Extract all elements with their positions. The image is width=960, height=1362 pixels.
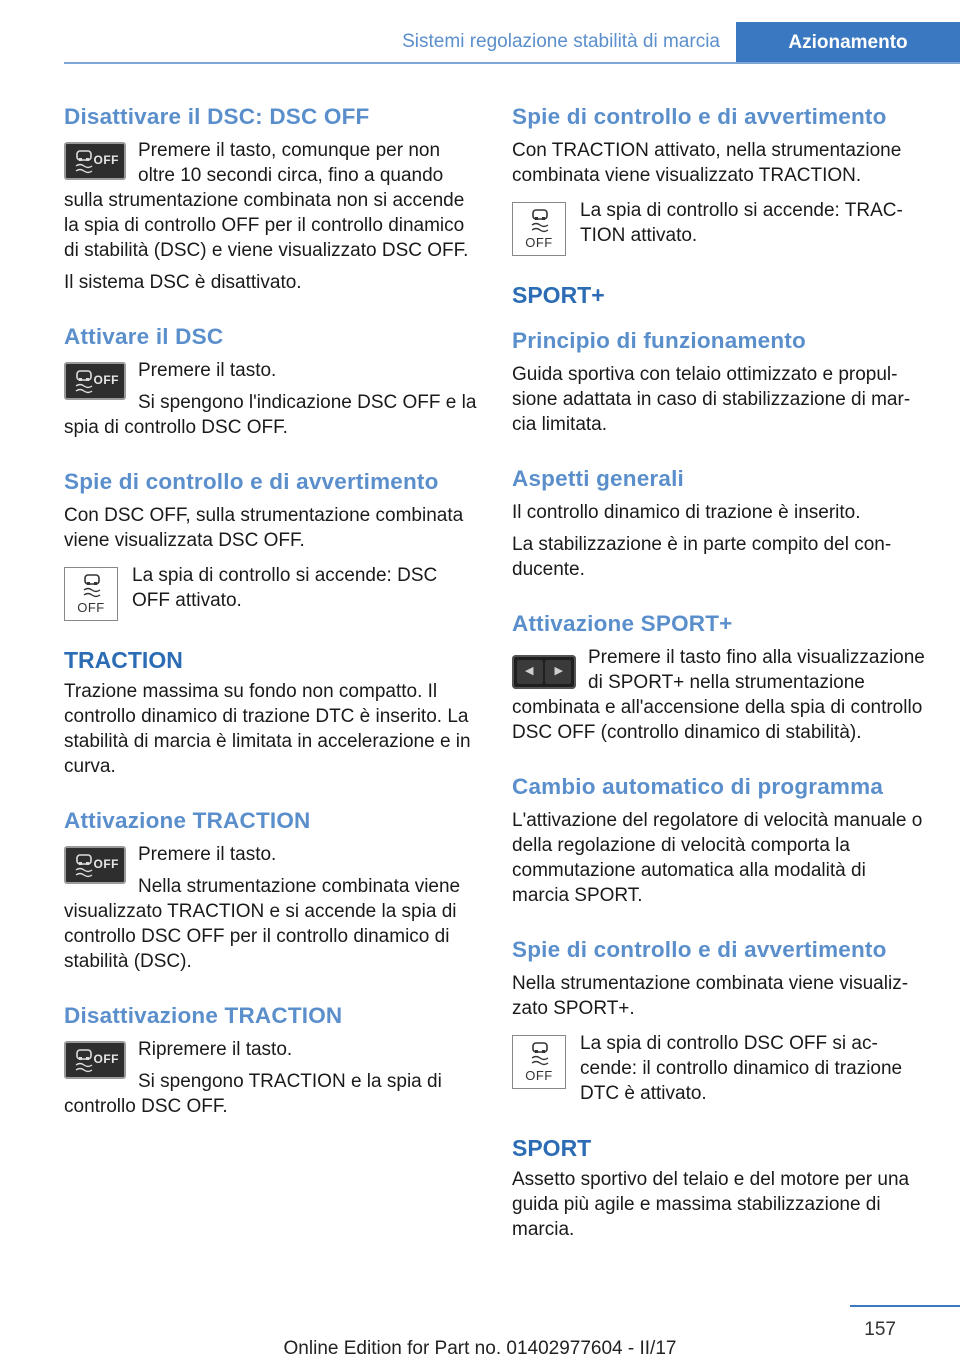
text-enable-sport-plus: Premere il tasto fino alla visualizzazione di SPORT+ nella strumentazione combinata e all'accensione della spia di controllo DSC OFF (controllo dinamico di stabilità). (512, 647, 925, 743)
text-traction-off: Si spengono TRACTION e la spia di controllo DSC OFF. (64, 1071, 442, 1117)
dsc-off-button-icon: OFF (64, 846, 126, 884)
text-traction-active-display: Con TRACTION attivato, nella strumentazione combinata viene visualizzato TRACTION. (512, 140, 902, 186)
text-press-button: Premere il tasto. (138, 844, 277, 865)
text-indicator-off: Si spengono l'indicazione DSC OFF e la spia di controllo DSC OFF. (64, 392, 477, 438)
heading-disable-dsc: Disattivare il DSC: DSC OFF (64, 104, 370, 129)
header-rule (64, 62, 960, 64)
dsc-off-button-icon: OFF (64, 142, 126, 180)
right-column (512, 102, 928, 1249)
running-header-section: Sistemi regolazione stabilità di marcia (402, 31, 720, 52)
drive-mode-rocker-icon: ◀ ▶ (512, 655, 576, 689)
heading-disable-traction: Disattivazione TRACTION (64, 1003, 343, 1028)
text-disable-dsc: Premere il tasto, comunque per non oltre 10 secondi circa, fino a quando sulla strumentazione combinata non si accende la spia di controllo OFF per il controllo dinamico di stabilità (DSC) e viene visualizzato DSC OFF. (64, 140, 469, 261)
heading-enable-traction: Attivazione TRACTION (64, 808, 311, 833)
text-sport: Assetto sportivo del telaio e del motore per una guida più agile e massima stabilizzazione di marcia. (512, 1169, 910, 1240)
text-lamp-dtc: La spia di controllo DSC OFF si accende: il controllo dinamico di trazione DTC è attivato. (580, 1033, 903, 1104)
text-traction-displayed: Nella strumentazione combinata viene visualizzato TRACTION e si accende la spia di controllo DSC OFF per il controllo dinamico di stabilità (DSC). (64, 876, 461, 972)
page-number-rule (850, 1305, 960, 1307)
heading-sport: SPORT (512, 1135, 592, 1161)
running-header-tab: Azionamento (736, 22, 960, 64)
dsc-off-lamp-icon: OFF (512, 202, 566, 256)
text-lamp-dsc-off: La spia di controllo si accende: DSC OFF attivato. (132, 565, 438, 611)
text-dsc-off-display: Con DSC OFF, sulla strumentazione combinata viene visualizzata DSC OFF. (64, 505, 464, 551)
text-press-again: Ripremere il tasto. (138, 1039, 293, 1060)
edition-footer: Online Edition for Part no. 01402977604 - II/17 (283, 1338, 677, 1359)
heading-warning-lamps-traction: Spie di controllo e di avvertimento (512, 104, 887, 129)
heading-sport-plus: SPORT+ (512, 282, 605, 308)
text-principle: Guida sportiva con telaio ottimizzato e propulsione adattata in caso di stabilizzazione di marcia limitata. (512, 364, 911, 435)
page-number: 157 (864, 1319, 896, 1340)
heading-enable-sport-plus: Attivazione SPORT+ (512, 611, 733, 636)
text-stabilization: La stabilizzazione è in parte compito del conducente. (512, 534, 892, 580)
text-dtc-enabled: Il controllo dinamico di trazione è inserito. (512, 502, 861, 523)
text-sport-plus-display: Nella strumentazione combinata viene visualizzato SPORT+. (512, 973, 909, 1019)
para-disable-dsc (64, 138, 478, 270)
dsc-off-lamp-icon: OFF (512, 1035, 566, 1089)
text-traction: Trazione massima su fondo non compatto. Il controllo dinamico di trazione DTC è inserito. La stabilità di marcia è limitata in accelerazione e in curva. (64, 681, 471, 777)
heading-warning-lamps-sport: Spie di controllo e di avvertimento (512, 937, 887, 962)
heading-enable-dsc: Attivare il DSC (64, 324, 224, 349)
text-press-button: Premere il tasto. (138, 360, 277, 381)
heading-principle: Principio di funzionamento (512, 328, 806, 353)
heading-traction: TRACTION (64, 647, 183, 673)
text-dsc-disabled: Il sistema DSC è disattivato. (64, 272, 302, 293)
text-auto-program: L'attivazione del regolatore di velocità manuale o della regolazione di velocità comporta la commutazione automatica alla modalità di marcia SPORT. (512, 810, 923, 906)
left-column (64, 102, 478, 1126)
dsc-off-lamp-icon: OFF (64, 567, 118, 621)
heading-general: Aspetti generali (512, 466, 684, 491)
dsc-off-button-icon: OFF (64, 1041, 126, 1079)
text-lamp-traction: La spia di controllo si accende: TRACTION attivato. (580, 200, 903, 246)
heading-warning-lamps: Spie di controllo e di avvertimento (64, 469, 439, 494)
dsc-off-button-icon: OFF (64, 362, 126, 400)
heading-auto-program: Cambio automatico di programma (512, 774, 884, 799)
